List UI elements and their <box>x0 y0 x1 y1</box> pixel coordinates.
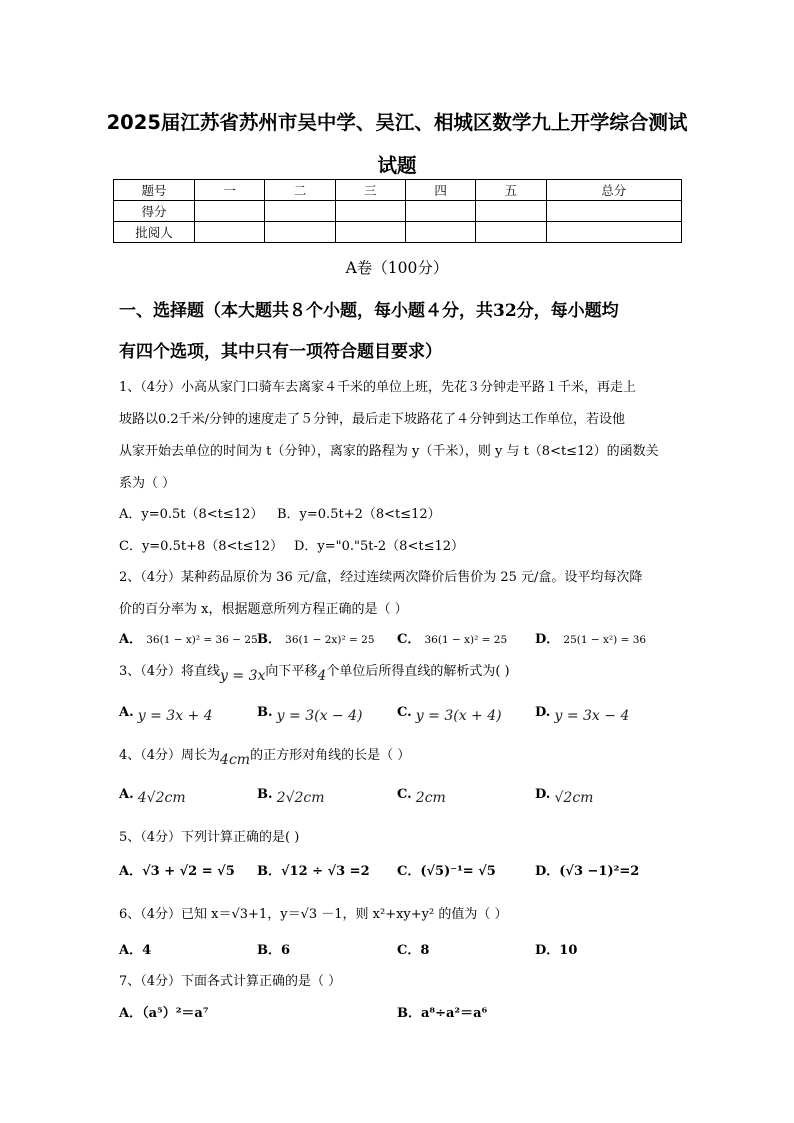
option-letter: C. <box>397 705 412 720</box>
question-4-option-c[interactable] <box>397 786 446 806</box>
question-3-option-b[interactable] <box>257 704 363 724</box>
question-text: 向下平移 <box>265 664 318 679</box>
question-2-option-a[interactable] <box>119 628 258 647</box>
math-expression: 4cm <box>220 752 251 768</box>
question-6-line: 6、（4分）已知 x＝√3+1，y＝√3 －1，则 x²+xy+y² 的值为（ ） <box>119 907 508 922</box>
equation: 36(1 − x)² = 36 − 25 <box>146 634 258 646</box>
score-cell[interactable] <box>476 201 546 222</box>
question-6-option-a[interactable]: A．4 <box>119 943 152 958</box>
option-letter: C． <box>397 632 421 647</box>
score-cell[interactable] <box>335 222 405 243</box>
question-2-line: 价的百分率为 x，根据题意所列方程正确的是（ ） <box>119 602 408 617</box>
question-5-option-b[interactable]: B．√12 ÷ √3 =2 <box>257 864 370 879</box>
score-cell[interactable] <box>195 201 265 222</box>
equation: y = 3(x + 4) <box>415 708 502 724</box>
score-header-cell: 五 <box>476 180 546 201</box>
score-header-cell: 题号 <box>114 180 195 201</box>
question-2-line: 2、（4分）某种药品原价为 36 元/盒，经过连续两次降价后售价为 25 元/盒。设平均每次降 <box>119 570 643 585</box>
question-1-option-c[interactable]: C．y=0.5t+8（8<t≤12） <box>119 539 284 554</box>
question-3-line <box>119 660 510 684</box>
score-table-row <box>114 222 682 243</box>
score-cell[interactable] <box>265 222 335 243</box>
question-2-option-b[interactable] <box>257 628 375 647</box>
score-header-cell: 四 <box>405 180 475 201</box>
volume-heading: A卷（100分） <box>345 259 449 277</box>
question-2-option-c[interactable] <box>397 628 507 647</box>
section-heading-line1: 一、选择题（本大题共８个小题，每小题４分，共32分，每小题均 <box>119 301 619 321</box>
question-text: 4、（4分）周长为 <box>119 748 221 763</box>
score-header-cell: 二 <box>265 180 335 201</box>
question-1-line: 坡路以0.2千米/分钟的速度走了５分钟，最后走下坡路花了４分钟到达工作单位，若设他 <box>119 412 626 427</box>
question-6-option-c[interactable]: C．8 <box>397 943 430 958</box>
question-1-line: 系为（ ） <box>119 476 176 491</box>
option-letter: D. <box>535 787 551 802</box>
equation: 2√2cm <box>276 790 325 806</box>
score-row-label: 得分 <box>114 201 195 222</box>
question-7-option-b[interactable]: B．a⁸÷a²＝a⁶ <box>397 1006 488 1021</box>
score-header-cell: 三 <box>335 180 405 201</box>
score-cell[interactable] <box>546 222 681 243</box>
equation: 25(1 − x²) = 36 <box>563 634 647 646</box>
question-1-option-d[interactable]: D．y="0."5t-2（8<t≤12） <box>294 539 465 554</box>
equation: y = 3x + 4 <box>137 708 213 724</box>
score-cell[interactable] <box>265 201 335 222</box>
score-table-row <box>114 201 682 222</box>
question-text: 的正方形对角线的长是（ ） <box>250 748 411 763</box>
question-4-option-b[interactable] <box>257 786 325 806</box>
question-6-option-d[interactable]: D．10 <box>535 943 578 958</box>
question-7-line: 7、（4分）下面各式计算正确的是（ ） <box>119 974 342 989</box>
question-7-option-a[interactable]: A．（a⁵）²＝a⁷ <box>119 1006 209 1021</box>
document-title-line2: 试题 <box>377 154 417 177</box>
score-cell[interactable] <box>546 201 681 222</box>
question-4-option-d[interactable] <box>535 786 594 806</box>
question-2-option-d[interactable] <box>535 628 646 647</box>
option-letter: A. <box>119 787 134 802</box>
option-letter: A. <box>119 705 134 720</box>
score-header-cell: 一 <box>195 180 265 201</box>
equation: √2cm <box>554 790 594 806</box>
equation: y = 3x − 4 <box>554 708 630 724</box>
option-letter: B． <box>257 632 281 647</box>
option-letter: B. <box>257 787 273 802</box>
question-1-option-b[interactable]: B．y=0.5t+2（8<t≤12） <box>277 507 441 522</box>
score-row-label: 批阅人 <box>114 222 195 243</box>
score-cell[interactable] <box>476 222 546 243</box>
score-cell[interactable] <box>405 201 475 222</box>
equation: 2cm <box>415 790 446 806</box>
question-3-option-a[interactable] <box>119 704 213 724</box>
equation: 4√2cm <box>137 790 186 806</box>
question-3-option-c[interactable] <box>397 704 502 724</box>
math-expression: y = 3x <box>220 668 266 684</box>
option-letter: D. <box>535 705 551 720</box>
question-4-option-a[interactable] <box>119 786 186 806</box>
option-letter: A． <box>119 632 143 647</box>
question-4-line <box>119 744 411 768</box>
question-1-line: 从家开始去单位的时间为 t（分钟），离家的路程为 y（千米），则 y 与 t（8<t≤12）的函数关 <box>119 444 659 459</box>
question-1-line: 1、（4分）小高从家门口骑车去离家４千米的单位上班，先花３分钟走平路１千米，再走上 <box>119 380 637 395</box>
math-expression: 4 <box>317 668 327 684</box>
score-cell[interactable] <box>335 201 405 222</box>
question-6-option-b[interactable]: B．6 <box>257 943 291 958</box>
question-5-option-d[interactable]: D．(√3 −1)²=2 <box>535 864 640 879</box>
question-text: 3、（4分）将直线 <box>119 664 221 679</box>
document-title-line1: 2025届江苏省苏州市吴中学、吴江、相城区数学九上开学综合测试 <box>106 111 688 134</box>
score-cell[interactable] <box>405 222 475 243</box>
score-header-cell: 总分 <box>546 180 681 201</box>
equation: 36(1 − x)² = 25 <box>424 634 508 646</box>
score-cell[interactable] <box>195 222 265 243</box>
equation: 36(1 − 2x)² = 25 <box>285 634 375 646</box>
option-letter: D． <box>535 632 560 647</box>
question-3-option-d[interactable] <box>535 704 630 724</box>
question-5-line: 5、（4分）下列计算正确的是( ) <box>119 830 300 845</box>
question-5-option-a[interactable]: A．√3 + √2 = √5 <box>119 864 235 879</box>
equation: y = 3(x − 4) <box>276 708 363 724</box>
score-table-header-row <box>114 180 682 201</box>
option-letter: C. <box>397 787 412 802</box>
section-heading-line2: 有四个选项，其中只有一项符合题目要求） <box>119 342 442 362</box>
question-text: 个单位后所得直线的解析式为( ) <box>326 664 510 679</box>
score-table <box>113 179 682 243</box>
question-1-option-a[interactable]: A．y=0.5t（8<t≤12） <box>119 507 264 522</box>
option-letter: B. <box>257 705 273 720</box>
question-5-option-c[interactable]: C．(√5)⁻¹= √5 <box>397 864 496 879</box>
